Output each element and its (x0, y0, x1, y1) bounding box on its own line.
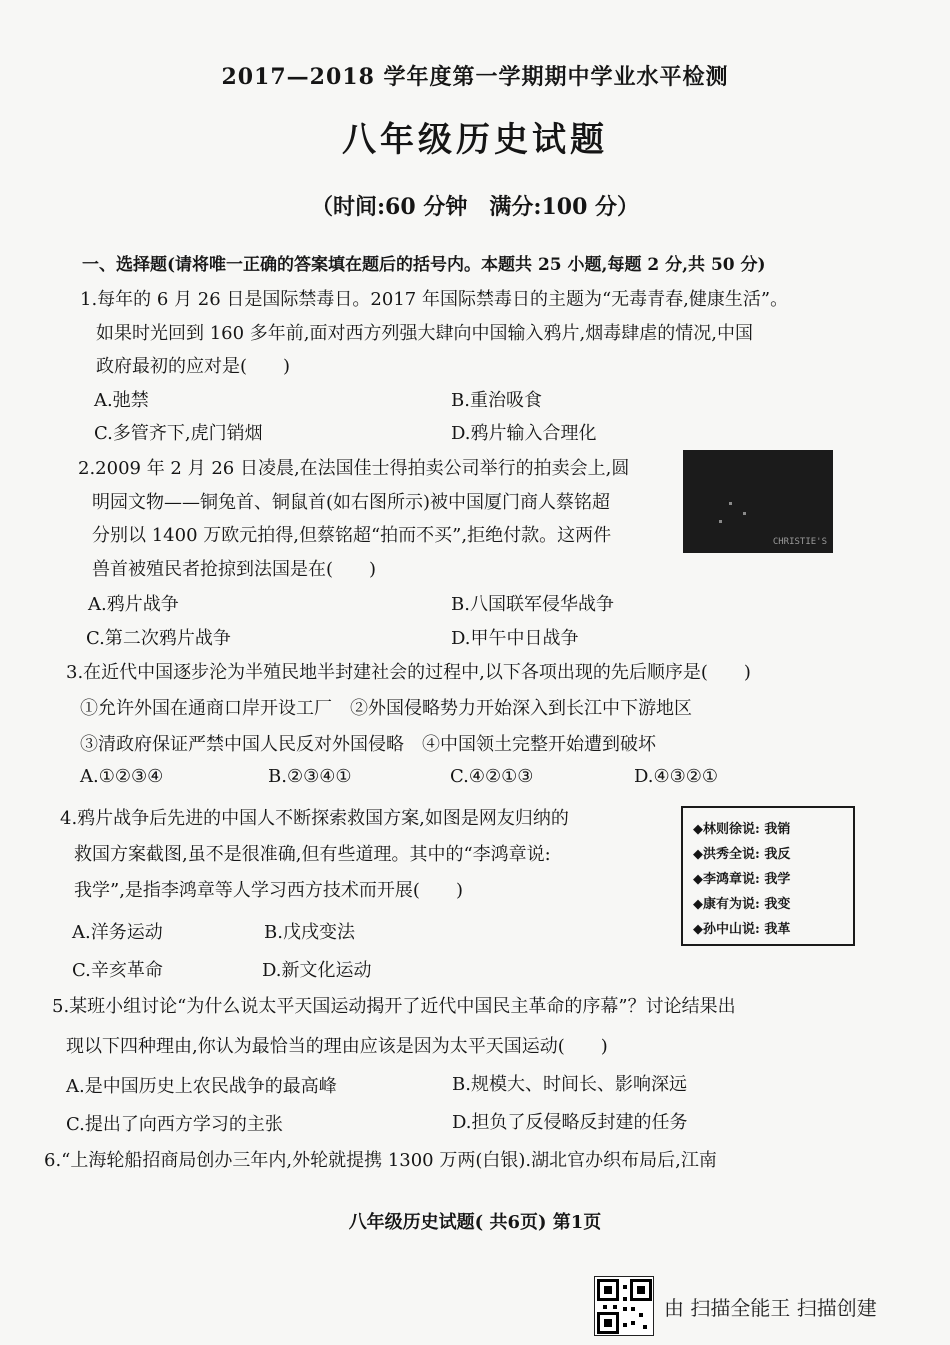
question-4-option-b: B.戊戌变法 (264, 922, 355, 943)
question-1-option-d: D.鸦片输入合理化 (451, 423, 597, 444)
question-2-line-1: 2.2009 年 2 月 26 日凌晨,在法国佳士得拍卖公司举行的拍卖会上,圆 (78, 458, 630, 479)
question-2-option-b: B.八国联军侵华战争 (451, 594, 614, 615)
box-row: ◆孙中山说: 我革 (693, 922, 791, 937)
exam-info: （时间:60 分钟 满分:100 分） (310, 194, 640, 220)
question-3-option-d: D.④③②① (634, 766, 719, 787)
box-row: ◆李鸿章说: 我学 (693, 872, 791, 887)
question-4-option-c: C.辛亥革命 (72, 960, 163, 981)
question-5-option-b: B.规模大、时间长、影响深远 (452, 1074, 687, 1095)
photo-highlight (743, 512, 746, 515)
question-4-option-a: A.洋务运动 (72, 922, 163, 943)
question-4-line-3: 我学”,是指李鸿章等人学习西方技术而开展( ) (74, 880, 463, 901)
question-5-line-1: 5.某班小组讨论“为什么说太平天国运动揭开了近代中国民主革命的序幕”？讨论结果出 (52, 996, 736, 1017)
bronze-heads-photo (683, 450, 833, 553)
box-row: ◆洪秀全说: 我反 (693, 847, 791, 862)
photo-highlight (719, 520, 722, 523)
photo-highlight (729, 502, 732, 505)
question-2-option-a: A.鸦片战争 (88, 594, 179, 615)
question-1-option-c: C.多管齐下,虎门销烟 (94, 423, 263, 444)
rescue-plans-box (681, 806, 855, 946)
question-1-line-3: 政府最初的应对是( ) (96, 356, 291, 377)
question-2-line-4: 兽首被殖民者抢掠到法国是在( ) (92, 559, 377, 580)
question-3-option-b: B.②③④① (268, 766, 352, 787)
box-row: ◆康有为说: 我变 (693, 897, 791, 912)
question-3-line-2: ①允许外国在通商口岸开设工厂 ②外国侵略势力开始深入到长江中下游地区 (80, 698, 692, 719)
question-2-line-2: 明园文物——铜兔首、铜鼠首(如右图所示)被中国厦门商人蔡铭超 (92, 492, 611, 513)
question-2-option-d: D.甲午中日战争 (451, 628, 579, 649)
question-5-option-c: C.提出了向西方学习的主张 (66, 1114, 283, 1135)
qr-code-icon (594, 1276, 654, 1336)
question-5-line-2: 现以下四种理由,你认为最恰当的理由应该是因为太平天国运动( ) (66, 1036, 608, 1057)
question-1-line-2: 如果时光回到 160 多年前,面对西方列强大肆向中国输入鸦片,烟毒肆虐的情况,中国 (96, 323, 753, 344)
question-2-option-c: C.第二次鸦片战争 (86, 628, 231, 649)
question-3-option-a: A.①②③④ (80, 766, 164, 787)
question-3-line-3: ③清政府保证严禁中国人民反对外国侵略 ④中国领土完整开始遭到破坏 (80, 734, 656, 755)
question-5-option-a: A.是中国历史上农民战争的最高峰 (66, 1076, 337, 1097)
question-3-option-c: C.④②①③ (450, 766, 534, 787)
question-1-option-b: B.重治吸食 (451, 390, 542, 411)
page-footer: 八年级历史试题( 共6页) 第1页 (348, 1212, 602, 1233)
exam-header: 2017—2018 学年度第一学期期中学业水平检测 (221, 64, 729, 90)
box-row: ◆林则徐说: 我销 (693, 822, 791, 837)
scanner-watermark: 由 扫描全能王 扫描创建 (664, 1296, 877, 1320)
photo-caption: CHRISTIE'S (772, 537, 827, 547)
question-4-line-2: 救国方案截图,虽不是很准确,但有些道理。其中的“李鸿章说: (74, 844, 551, 865)
question-5-option-d: D.担负了反侵略反封建的任务 (452, 1112, 688, 1133)
question-3-line-1: 3.在近代中国逐步沦为半殖民地半封建社会的过程中,以下各项出现的先后顺序是( ) (66, 662, 751, 683)
question-1-line-1: 1.每年的 6 月 26 日是国际禁毒日。2017 年国际禁毒日的主题为“无毒青春,健康生活”。 (80, 289, 789, 310)
question-4-option-d: D.新文化运动 (262, 960, 372, 981)
question-2-line-3: 分别以 1400 万欧元拍得,但蔡铭超“拍而不买”,拒绝付款。这两件 (92, 525, 612, 546)
question-6-line-1: 6.“上海轮船招商局创办三年内,外轮就提携 1300 万两(白银).湖北官办织布局后,江南 (44, 1150, 717, 1171)
question-4-line-1: 4.鸦片战争后先进的中国人不断探索救国方案,如图是网友归纳的 (60, 808, 569, 829)
section-heading: 一、选择题(请将唯一正确的答案填在题后的括号内。本题共 25 小题,每题 2 分,共 50 分) (82, 255, 766, 275)
page-title: 八年级历史试题 (342, 120, 608, 160)
question-1-option-a: A.弛禁 (94, 390, 149, 411)
